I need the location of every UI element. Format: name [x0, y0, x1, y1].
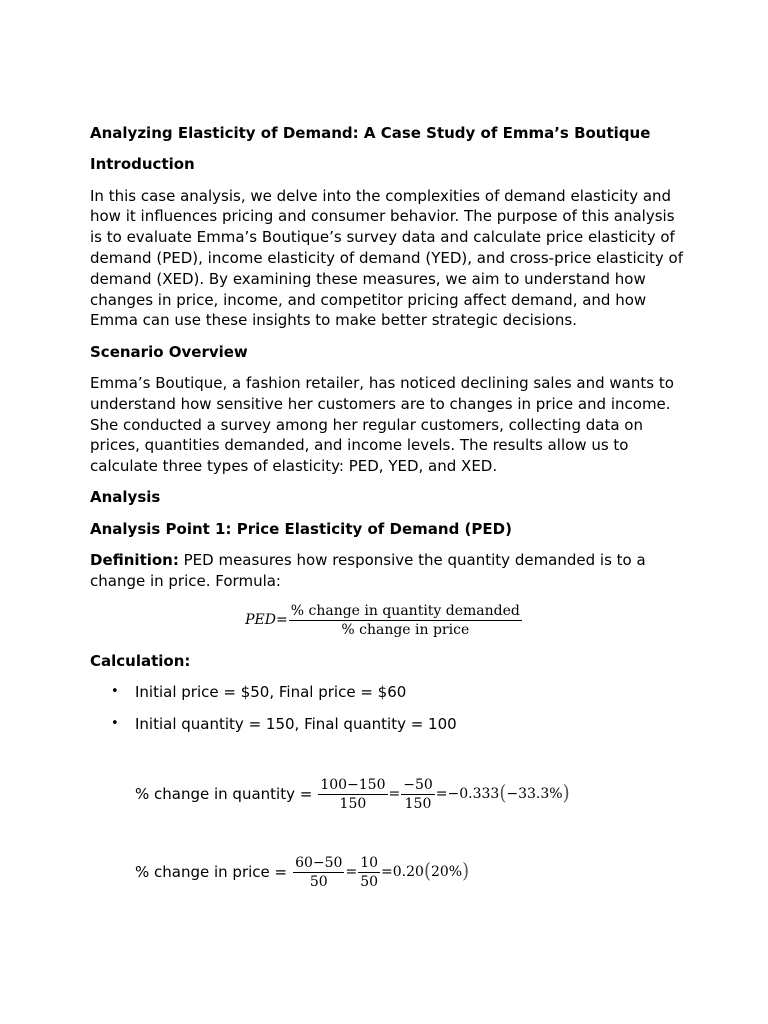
- ped-definition: [90, 550, 690, 592]
- formula-fraction: [289, 602, 522, 639]
- list-item: [90, 682, 690, 703]
- close-paren: ): [462, 858, 470, 884]
- document-title: Analyzing Elasticity of Demand: A Case Study of Emma’s Boutique: [90, 124, 651, 142]
- formula-numerator: % change in quantity demanded: [290, 603, 520, 620]
- fraction-denominator: 150: [339, 795, 367, 812]
- quantity-change-calculation: [90, 776, 690, 813]
- price-change-result: 0.20: [392, 863, 424, 880]
- fraction-denominator: 50: [360, 873, 379, 890]
- calculation-list: [90, 682, 690, 734]
- formula-denominator: % change in price: [341, 622, 470, 639]
- scenario-heading: Scenario Overview: [90, 342, 248, 361]
- quantity-fraction-2: [401, 776, 435, 813]
- close-paren: ): [562, 780, 570, 806]
- quantity-change-percent: −33.3%: [506, 785, 563, 802]
- list-item: [90, 714, 690, 735]
- list-item-text: Initial price = $50, Final price = $60: [135, 683, 407, 702]
- scenario-paragraph: Emma’s Boutique, a fashion retailer, has noticed declining sales and wants to understand how sensitive her customers are to changes in price and income. She conducted a survey among her regular customers, collecting data on prices, quantities demanded, and income levels. The results allow us to calculate three types of elasticity: PED, YED, and XED.: [90, 373, 674, 476]
- list-item-text: Initial quantity = 150, Final quantity = 100: [135, 714, 457, 733]
- fraction-numerator: −50: [403, 776, 433, 793]
- fraction-denominator: 150: [404, 795, 432, 812]
- fraction-denominator: 50: [309, 873, 328, 890]
- document-page: [90, 123, 690, 891]
- price-change-calculation: [90, 854, 690, 891]
- intro-paragraph: In this case analysis, we delve into the complexities of demand elasticity and how it influences pricing and consumer behavior. The purpose of this analysis is to evaluate Emma’s Boutique’s survey data and calculate price elasticity of demand (PED), income elasticity of demand (YED), and cross-price elasticity of demand (XED). By examining these measures, we aim to understand how changes in price, income, and competitor pricing affect demand, and how Emma can use these insights to make better strategic decisions.: [90, 186, 684, 330]
- bullet-icon: •: [111, 684, 119, 700]
- price-fraction-1: [293, 854, 344, 891]
- quantity-change-result: −0.333: [447, 785, 500, 802]
- formula-equals: =: [276, 612, 288, 629]
- bullet-icon: •: [111, 715, 119, 731]
- fraction-numerator: 100−150: [320, 776, 386, 793]
- equals-sign: =: [435, 785, 448, 802]
- price-change-percent: 20%: [430, 863, 463, 880]
- equals-sign: =: [388, 785, 401, 802]
- ped-formula: [90, 602, 690, 639]
- analysis-point-1-heading: Analysis Point 1: Price Elasticity of Demand (PED): [90, 519, 512, 538]
- equals-sign: =: [381, 863, 393, 880]
- quantity-fraction-1: [318, 776, 387, 813]
- quantity-change-label: % change in quantity =: [135, 784, 313, 803]
- definition-label: Definition:: [90, 551, 179, 570]
- fraction-numerator: 10: [360, 854, 379, 871]
- intro-heading: Introduction: [90, 155, 195, 174]
- fraction-numerator: 60−50: [295, 854, 343, 871]
- equals-sign: =: [345, 863, 358, 880]
- price-change-label: % change in price =: [135, 862, 288, 881]
- analysis-heading: Analysis: [90, 488, 161, 507]
- open-paren: (: [499, 780, 507, 806]
- price-fraction-2: [358, 854, 380, 891]
- formula-lhs: PED: [245, 612, 276, 629]
- calculation-label: Calculation:: [90, 652, 191, 671]
- open-paren: (: [423, 858, 431, 884]
- definition-text: PED measures how responsive the quantity demanded is to a change in price. Formula:: [90, 551, 646, 590]
